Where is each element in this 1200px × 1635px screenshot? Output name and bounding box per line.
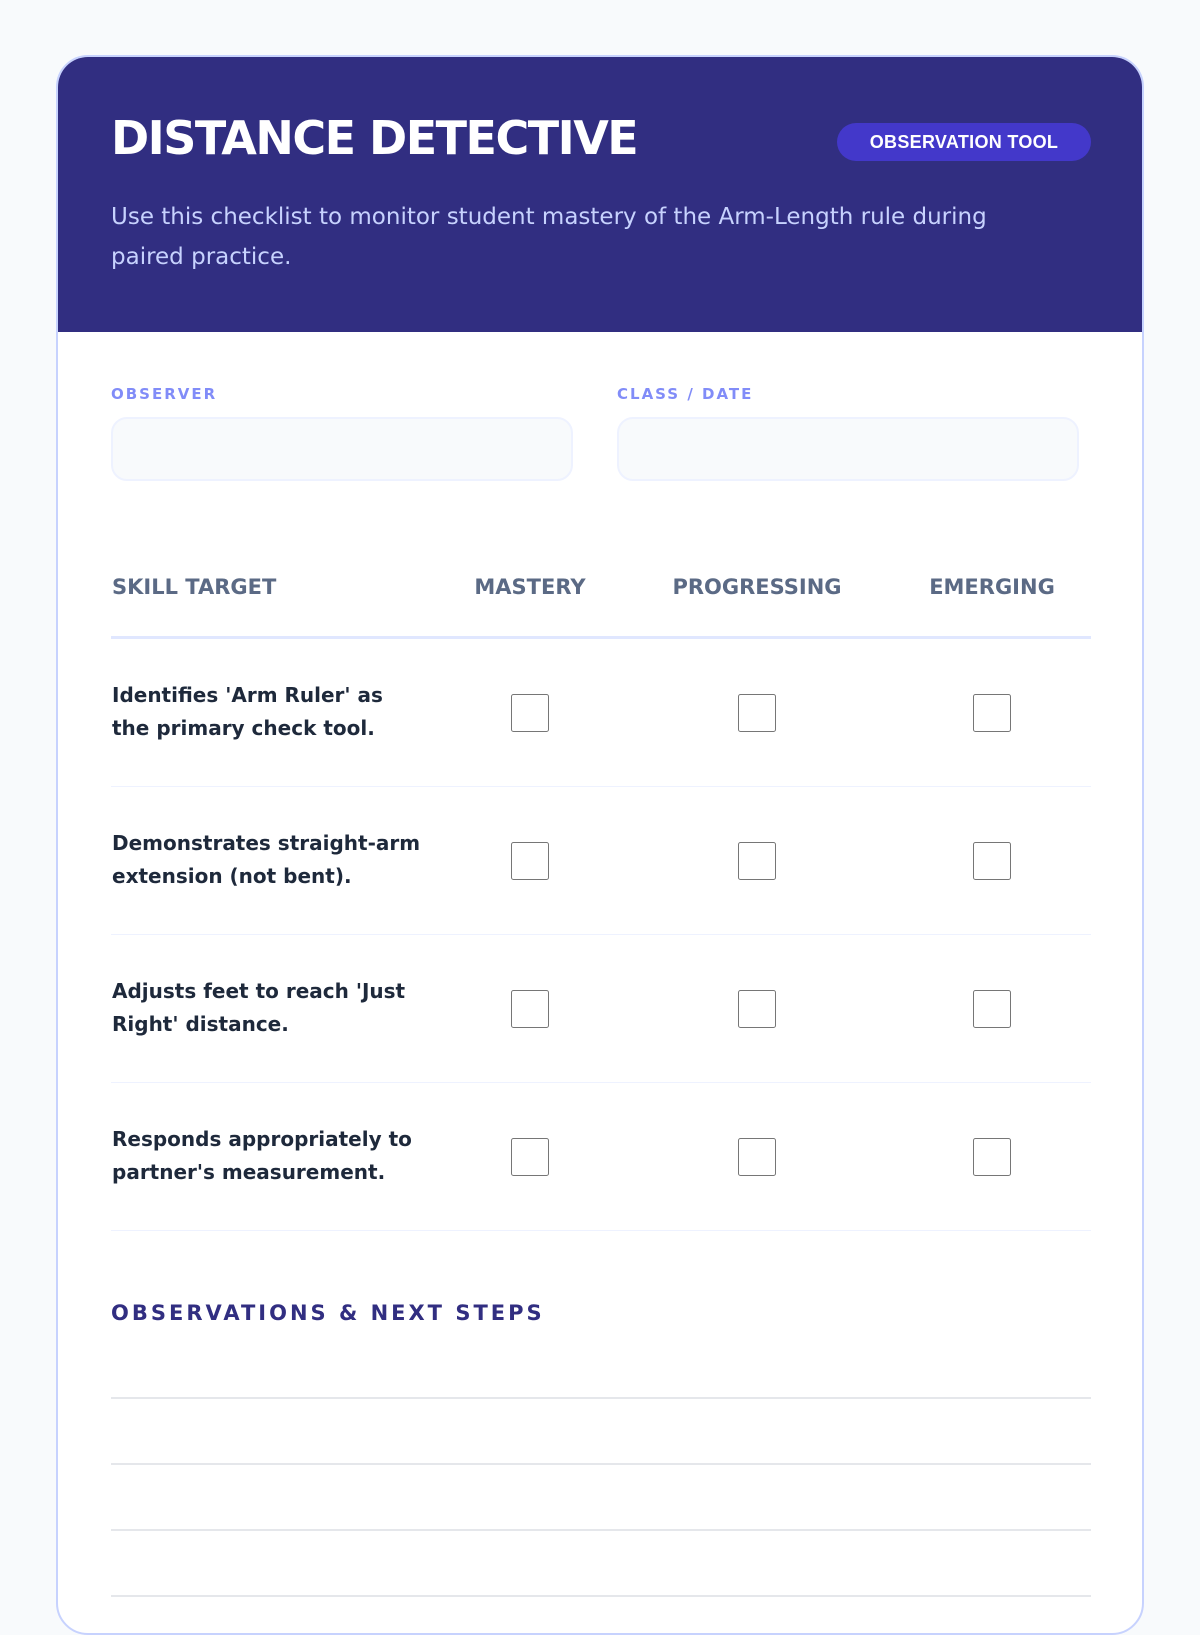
page-subtitle: Use this checklist to monitor student mastery of the Arm-Length rule during paired practice.: [111, 204, 987, 270]
class-date-label: CLASS / DATE: [617, 385, 754, 403]
progressing-checkbox[interactable]: [738, 842, 776, 880]
skill-target-text: Demonstrates straight-arm extension (not bent).: [112, 831, 421, 888]
table-row: [111, 935, 1091, 1083]
observer-label: OBSERVER: [111, 385, 218, 403]
note-line: [111, 1463, 1091, 1465]
observation-card: [56, 55, 1144, 1635]
table-row: [111, 639, 1091, 787]
mastery-checkbox[interactable]: [511, 694, 549, 732]
mastery-checkbox[interactable]: [511, 1138, 549, 1176]
progressing-checkbox[interactable]: [738, 694, 776, 732]
observation-tool-badge: OBSERVATION TOOL: [837, 123, 1091, 161]
skill-target-text: Adjusts feet to reach 'Just Right' distance.: [112, 979, 406, 1036]
mastery-checkbox[interactable]: [511, 990, 549, 1028]
progressing-checkbox[interactable]: [738, 1138, 776, 1176]
mastery-checkbox[interactable]: [511, 842, 549, 880]
emerging-checkbox[interactable]: [973, 694, 1011, 732]
table-row: [111, 1083, 1091, 1231]
card-header: [58, 57, 1142, 332]
class-date-input[interactable]: [617, 417, 1079, 481]
observations-section-title: OBSERVATIONS & NEXT STEPS: [111, 1301, 545, 1325]
note-line: [111, 1397, 1091, 1399]
column-header-mastery: MASTERY: [474, 575, 586, 599]
progressing-checkbox[interactable]: [738, 990, 776, 1028]
note-line: [111, 1529, 1091, 1531]
emerging-checkbox[interactable]: [973, 842, 1011, 880]
observer-input[interactable]: [111, 417, 573, 481]
column-header-emerging: EMERGING: [929, 575, 1055, 599]
skill-target-text: Responds appropriately to partner's measurement.: [112, 1127, 412, 1184]
note-line: [111, 1595, 1091, 1597]
emerging-checkbox[interactable]: [973, 990, 1011, 1028]
page-title: DISTANCE DETECTIVE: [111, 111, 638, 165]
column-header-skill-target: SKILL TARGET: [112, 575, 277, 599]
table-row: [111, 787, 1091, 935]
emerging-checkbox[interactable]: [973, 1138, 1011, 1176]
skill-target-text: Identifies 'Arm Ruler' as the primary check tool.: [112, 683, 383, 740]
column-header-progressing: PROGRESSING: [672, 575, 842, 599]
